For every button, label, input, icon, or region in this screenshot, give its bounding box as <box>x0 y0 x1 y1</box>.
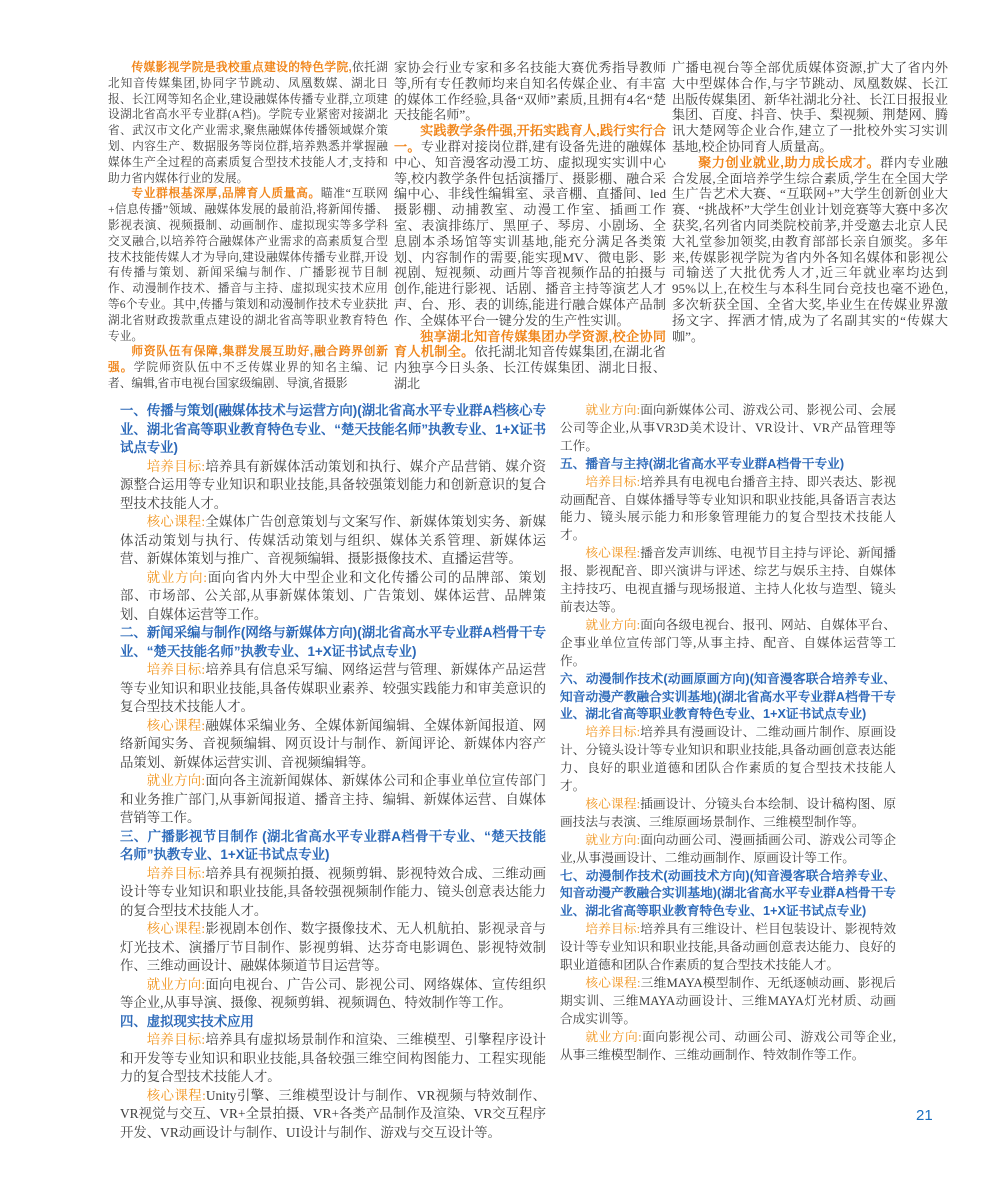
paragraph-text: 培养具有漫画设计、二维动画片制作、原画设计、分镜头设计等专业知识和职业技能,具备动画创意表达能力、良好的职业道德和团队合作素质的复合型技术技能人才。 <box>560 725 897 794</box>
major-paragraph <box>120 661 546 717</box>
major-title: 一、传播与策划(融媒体技术与运营方向)(湖北省高水平专业群A档核心专业、湖北省高等职业教育特色专业、“楚天技能名师”执教专业、1+X证书试点专业) <box>120 403 546 455</box>
paragraph-label: 培养目标: <box>146 865 206 881</box>
major-paragraph <box>560 474 896 546</box>
paragraph-label: 就业方向: <box>146 976 206 992</box>
paragraph-text: 培养具有视频拍摄、视频剪辑、影视特效合成、三维动画设计等专业知识和职业技能,具备较强视频制作能力、镜头创意表达能力的复合型技术技能人才。 <box>120 865 546 918</box>
major-title: 三、广播影视节目制作 (湖北省高水平专业群A档骨干专业、“楚天技能名师”执教专业、1+X证书试点专业) <box>120 828 546 862</box>
paragraph-text: 群内专业融合发展,全面培养学生综合素质,学生在全国大学生广告艺术大赛、“互联网+”大学生创新创业大赛、“挑战杯”大学生创业计划竞赛等大赛中多次获奖,名列省内同类院校前茅,并受邀去北京人民大礼堂参加领奖,由教育部部长亲自颁奖。多年来,传媒影视学院为省内外各知名媒体和影视公司输送了大批优秀人才,近三年就业率均达到95%以上,在校生与本科生同台竞技也毫不逊色,多次斩获全国、全省大奖,毕业生在传媒业界激扬文字、挥洒才情,成为了名副其实的“传媒大咖”。 <box>672 154 949 344</box>
intro-paragraph <box>108 60 388 186</box>
paragraph-text: 依托湖北知音传媒集团,在湖北省内独享今日头条、长江传媒集团、湖北日报、湖北 <box>393 344 666 391</box>
major-paragraph <box>120 865 546 921</box>
paragraph-text: 培养具有信息采写编、网络运营与管理、新媒体产品运营等专业知识和职业技能,具备传媒职业素养、较强实践能力和审美意识的复合型技术技能人才。 <box>120 662 546 714</box>
major-title: 二、新闻采编与制作(网络与新媒体方向)(湖北省高水平专业群A档骨干专业、“楚天技能名师”执教专业、1+X证书试点专业) <box>120 625 546 659</box>
paragraph-text: 面向电视台、广告公司、影视公司、网络媒体、宣传组织等企业,从事导演、摄像、视频剪辑、视频调色、特效制作等工作。 <box>120 976 546 1010</box>
paragraph-lead: 传媒影视学院是我校重点建设的特色学院, <box>131 61 352 74</box>
majors-column-right <box>560 402 896 1142</box>
major-paragraph <box>120 920 546 976</box>
intro-paragraph <box>394 60 666 123</box>
major-paragraph <box>120 976 546 1013</box>
paragraph-label: 就业方向: <box>146 773 206 788</box>
intro-paragraph <box>394 123 666 328</box>
major-title: 六、动漫制作技术(动画原画方向)(知音漫客联合培养专业、知音动漫产教融合实训基地)(湖北省高水平专业群A档骨干专业、湖北省高等职业教育特色专业、1+X证书试点专业) <box>560 671 896 722</box>
major-title: 五、播音与主持(湖北省高水平专业群A档骨干专业) <box>560 456 845 471</box>
paragraph-lead: 师资队伍有保障,集群发展互助好,融合跨界创新强。 <box>108 345 388 375</box>
intro-paragraph <box>108 186 388 344</box>
paragraph-text: 培养具有电视电台播音主持、即兴表达、影视动画配音、自媒体播导等专业知识和职业技能,具备语言表达能力、镜头展示能力和形象管理能力的复合型技术技能人才。 <box>560 474 897 543</box>
intro-column-1 <box>108 60 388 392</box>
major-paragraph <box>560 975 896 1029</box>
paragraph-label: 就业方向: <box>585 617 641 632</box>
page-number: 21 <box>916 1107 933 1124</box>
paragraph-label: 核心课程: <box>585 976 641 990</box>
majors-column-left <box>120 402 546 1142</box>
paragraph-text: 面向各主流新闻媒体、新媒体公司和企事业单位宣传部门和业务推广部门,从事新闻报道、播音主持、编辑、新媒体运营、自媒体营销等工作。 <box>120 773 546 825</box>
paragraph-text: 广播电视台等全部优质媒体资源,扩大了省内外大中型媒体合作,与字节跳动、凤凰数媒、长江出版传媒集团、新华社湖北分社、长江日报报业集团、百度、抖音、快手、梨视频、荆楚网、腾讯大楚网等企业合作,建立了一批校外实习实训基地,校企协同育人质量高。 <box>672 60 948 154</box>
major-paragraph <box>120 569 546 625</box>
paragraph-text: 融媒体采编业务、全媒体新闻编辑、全媒体新闻报道、网络新闻实务、音视频编辑、网页设计与制作、新闻评论、新媒体内容产品策划、新媒体运营实训、音视频编辑等。 <box>120 717 546 770</box>
paragraph-lead: 专业群根基深厚,品牌育人质量高。 <box>131 187 321 201</box>
paragraph-text: 面向影视公司、动画公司、游戏公司等企业,从事三维模型制作、三维动画制作、特效制作等工作。 <box>560 1029 896 1062</box>
paragraph-text: 播音发声训练、电视节目主持与评论、新闻播报、影视配音、即兴演讲与评述、综艺与娱乐主持、自媒体主持技巧、电视直播与现场报道、主持人化妆与造型、镜头前表达等。 <box>560 546 897 614</box>
paragraph-text: 影视剧本创作、数字摄像技术、无人机航拍、影视录音与灯光技术、演播厅节目制作、影视剪辑、达芬奇电影调色、影视特效制作、三维动画设计、融媒体频道节目运营等。 <box>120 921 546 973</box>
major-paragraph <box>560 402 896 456</box>
paragraph-label: 培养目标: <box>585 725 641 740</box>
major-paragraph <box>120 717 546 773</box>
paragraph-lead: 实践教学条件强,开拓实践育人,践行实行合一。 <box>393 123 666 154</box>
paragraph-label: 培养目标: <box>146 1032 206 1047</box>
paragraph-text: 插画设计、分镜头台本绘制、设计稿构图、原画技法与表演、三维原画场景制作、三维模型制作等。 <box>560 796 897 829</box>
paragraph-label: 核心课程: <box>146 717 206 733</box>
major-paragraph <box>560 1029 896 1065</box>
major-paragraph <box>560 832 896 868</box>
paragraph-text: 培养具有三维设计、栏目包装设计、影视特效设计等专业知识和职业技能,具备动画创意表达能力、良好的职业道德和团队合作素质的复合型技术技能人才。 <box>560 922 897 973</box>
paragraph-text: 面向省内外大中型企业和文化传播公司的品牌部、策划部、市场部、公关部,从事新媒体策划、广告策划、媒体运营、品牌策划、自媒体运营等工作。 <box>120 569 546 622</box>
major-paragraph <box>120 1031 546 1087</box>
paragraph-text: 面向新媒体公司、游戏公司、影视公司、会展公司等企业,从事VR3D美术设计、VR设计、VR产品管理等工作。 <box>560 403 897 453</box>
major-paragraph <box>560 617 896 671</box>
major-title: 四、虚拟现实技术应用 <box>120 1013 254 1029</box>
paragraph-text: 依托湖北知音传媒集团,协同字节跳动、凤凰数媒、湖北日报、长江网等知名企业,建设融媒体传播专业群,立项建设湖北省高水平专业群(A档)。学院专业紧密对接湖北省、武汉市文化产业需求,聚焦融媒体传播领域媒介策划、内容生产、数据服务等岗位群,培养熟悉并掌握融媒体生产全过程的高素质复合型技术技能人才,支持和助力省内媒体行业的发展。 <box>108 61 388 185</box>
paragraph-text: 全媒体广告创意策划与文案写作、新媒体策划实务、新媒体活动策划与执行、传媒活动策划与组织、媒体关系管理、新媒体运营、新媒体策划与推广、音视频编辑、摄影摄像技术、直播运营等。 <box>120 514 546 566</box>
major-paragraph <box>120 458 546 514</box>
paragraph-label: 核心课程: <box>585 546 641 561</box>
paragraph-label: 就业方向: <box>585 403 641 417</box>
major-paragraph <box>560 724 896 796</box>
intro-column-2 <box>394 60 666 392</box>
major-paragraph <box>120 1087 546 1143</box>
intro-section <box>108 60 948 392</box>
paragraph-label: 就业方向: <box>146 569 208 585</box>
paragraph-label: 就业方向: <box>585 1029 642 1044</box>
paragraph-lead: 聚力创业就业,助力成长成才。 <box>698 154 881 170</box>
paragraph-label: 培养目标: <box>585 922 641 937</box>
paragraph-label: 培养目标: <box>146 458 206 474</box>
major-paragraph <box>560 796 896 832</box>
majors-section <box>120 402 896 1142</box>
paragraph-text: 培养具有虚拟场景制作和渲染、三维模型、引擎程序设计和开发等专业知识和职业技能,具备较强三维空间构图能力、工程实现能力的复合型技术技能人才。 <box>120 1032 546 1084</box>
paragraph-text: 学院师资队伍中不乏传媒业界的知名主编、记者、编辑,省市电视台国家级编剧、导演,省摄影 <box>108 361 388 390</box>
paragraph-text: 三维MAYA模型制作、无纸逐帧动画、影视后期实训、三维MAYA动画设计、三维MAYA灯光材质、动画合成实训等。 <box>560 976 896 1026</box>
paragraph-label: 核心课程: <box>585 796 641 811</box>
paragraph-text: 培养具有新媒体活动策划和执行、媒介产品营销、媒介资源整合运用等专业知识和职业技能,具备较强策划能力和创新意识的复合型技术技能人才。 <box>120 458 546 511</box>
paragraph-text: 瞄准“互联网+信息传播”领域、融媒体发展的最前沿,将新闻传播、影视表演、视频摄制、动画制作、虚拟现实等多学科交叉融合,以培养符合融媒体产业需求的高素质复合型技术技能传媒人才为导向,建设融媒体传播专业群,开设有传播与策划、新闻采编与制作、广播影视节目制作、动漫制作技术、播音与主持、虚拟现实技术应用等6个专业。其中,传播与策划和动漫制作技术专业获批湖北省财政拨款重点建设的湖北省高等职业教育特色专业。 <box>108 187 388 343</box>
paragraph-label: 核心课程: <box>146 1087 206 1103</box>
paragraph-label: 核心课程: <box>146 514 206 529</box>
major-paragraph <box>120 772 546 828</box>
paragraph-label: 就业方向: <box>585 832 641 847</box>
major-paragraph <box>560 545 896 617</box>
intro-paragraph <box>672 155 948 345</box>
major-paragraph <box>120 513 546 569</box>
intro-paragraph <box>394 329 666 392</box>
intro-column-3 <box>672 60 948 392</box>
paragraph-text: 家协会行业专家和多名技能大赛优秀指导教师等,所有专任教师均来自知名传媒企业、有丰富的媒体工作经验,具备“双师”素质,且拥有4名“楚天技能名师”。 <box>393 60 666 123</box>
paragraph-text: 面向各级电视台、报刊、网站、自媒体平台、企事业单位宣传部门等,从事主持、配音、自媒体运营等工作。 <box>560 617 897 668</box>
paragraph-label: 核心课程: <box>146 921 206 936</box>
paragraph-text: Unity引擎、三维模型设计与制作、VR视频与特效制作、VR视觉与交互、VR+全景拍摄、VR+各类产品制作及渲染、VR交互程序开发、VR动画设计与制作、UI设计与制作、游戏与交互设计等。 <box>120 1087 546 1140</box>
paragraph-label: 培养目标: <box>146 662 206 677</box>
paragraph-text: 面向动画公司、漫画插画公司、游戏公司等企业,从事漫画设计、二维动画制作、原画设计等工作。 <box>560 832 897 865</box>
paragraph-label: 培养目标: <box>585 474 641 489</box>
paragraph-text: 专业群对接岗位群,建有设备先进的融媒体中心、知音漫客动漫工坊、虚拟现实实训中心等,校内教学条件包括演播厅、摄影棚、融合采编中心、非线性编辑室、录音棚、直播间、led摄影棚、动捕教室、动漫工作室、插画工作室、表演排练厅、黑匣子、琴房、小剧场、全息剧本杀场馆等实训基地,能充分满足各类策划、内容制作的需要,能实现MV、微电影、影视剧、短视频、动画片等音视频作品的拍摄与创作,能进行影视、话剧、播音主持等演艺人才声、台、形、表的训练,能进行融合媒体产品制作、全媒体平台一键分发的生产性实训。 <box>393 138 666 328</box>
major-title: 七、动漫制作技术(动画技术方向)(知音漫客联合培养专业、知音动漫产教融合实训基地)(湖北省高水平专业群A档骨干专业、湖北省高等职业教育特色专业、1+X证书试点专业) <box>560 868 896 919</box>
paragraph-lead: 独享湖北知音传媒集团办学资源,校企协同育人机制全。 <box>393 328 666 360</box>
intro-paragraph <box>108 344 388 391</box>
major-paragraph <box>560 921 896 975</box>
intro-paragraph <box>672 60 948 155</box>
